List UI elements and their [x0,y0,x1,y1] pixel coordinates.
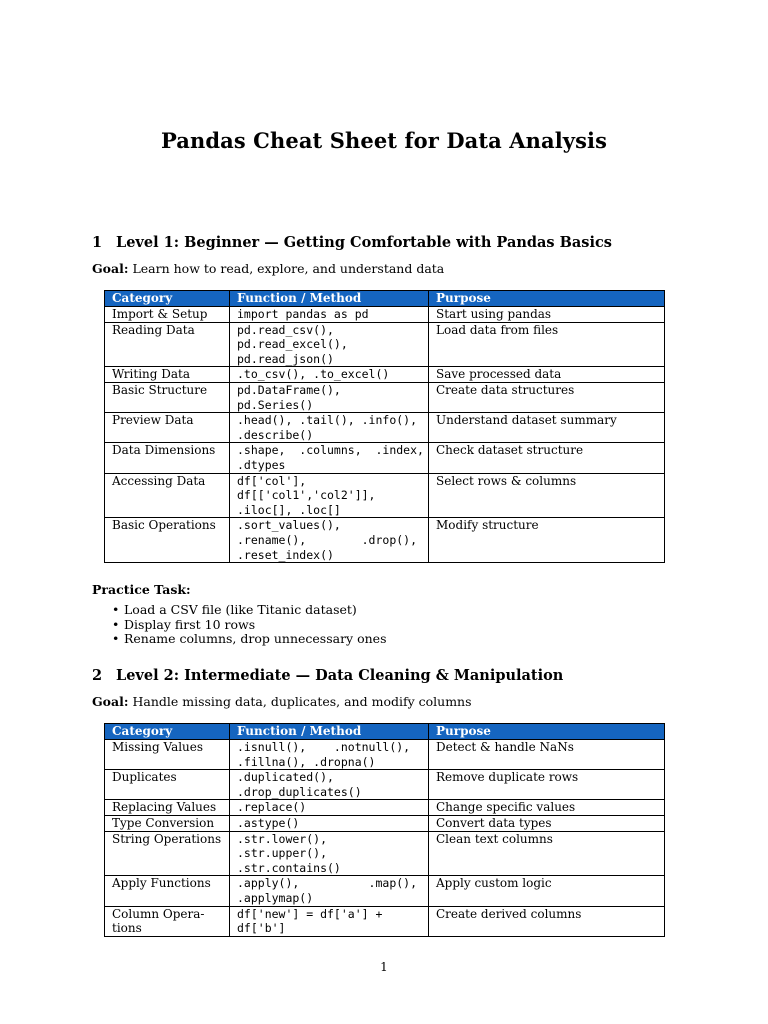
cell-function [230,831,429,876]
cell-purpose: Modify structure [429,518,665,563]
cell-function [230,322,429,367]
column-header-function: Function / Method [230,291,429,307]
function-line: .str.upper(), [237,846,328,861]
function-line: .sort_values(), [237,518,341,533]
cell-function [230,382,429,412]
level-2-table [104,723,665,937]
table-row [105,518,665,563]
table-row [105,831,665,876]
goal-text: Learn how to read, explore, and understand data [132,261,445,276]
section-title: Level 2: Intermediate — Data Cleaning & Manipulation [116,667,564,684]
function-line: pd.DataFrame(), [237,382,341,397]
table-header-row [105,724,665,740]
cell-category: String Operations [105,831,230,876]
cell-category: Duplicates [105,770,230,800]
function-line: pd.Series() [237,397,314,412]
function-line: df[['col1','col2']], [237,488,376,503]
function-line: df['new'] = df['a'] + [237,906,383,921]
function-line: .duplicated(), [237,770,334,785]
function-line: .drop_duplicates() [237,784,362,799]
cell-purpose: Understand dataset summary [429,413,665,443]
cell-function [230,815,429,831]
cell-category: Import & Setup [105,307,230,323]
function-line: pd.read_excel(), [237,337,348,352]
function-line: .fillna(), .dropna() [237,754,376,769]
column-header-category: Category [105,724,230,740]
cell-function [230,443,429,473]
function-line: pd.read_csv(), [237,322,334,337]
column-header-category: Category [105,291,230,307]
function-line: .to_csv(), .to_excel() [237,367,390,382]
column-header-function: Function / Method [230,724,429,740]
table-row [105,382,665,412]
cell-category: Preview Data [105,413,230,443]
cell-purpose: Create data structures [429,382,665,412]
cell-category: Replacing Values [105,800,230,816]
cell-function [230,800,429,816]
function-line: .head(), .tail(), .info(), [237,413,418,428]
cell-category: Basic Operations [105,518,230,563]
practice-task-label: Practice Task: [92,582,191,597]
cell-purpose: Convert data types [429,815,665,831]
section-number: 1 [92,234,103,251]
function-line: .isnull(), .notnull(), [237,740,411,754]
cell-function [230,473,429,518]
cell-purpose: Load data from files [429,322,665,367]
table-row [105,770,665,800]
cell-category: Data Dimensions [105,443,230,473]
table-row [105,367,665,383]
function-line: .reset_index() [237,547,334,562]
table-row [105,322,665,367]
cell-purpose: Clean text columns [429,831,665,876]
table-row [105,815,665,831]
function-line: .dtypes [237,457,286,472]
table-row [105,876,665,906]
section-number: 2 [92,667,103,684]
table-body [105,740,665,937]
list-item: • Load a CSV file (like Titanic dataset) [112,603,386,618]
function-line: .astype() [237,815,300,830]
practice-task-list [112,603,386,647]
document-title: Pandas Cheat Sheet for Data Analysis [160,128,608,153]
cell-function [230,367,429,383]
goal-label: Goal: [92,261,129,276]
cell-function [230,770,429,800]
goal-text: Handle missing data, duplicates, and modify columns [132,694,472,709]
cell-purpose: Save processed data [429,367,665,383]
cell-category: Missing Values [105,740,230,770]
function-line: pd.read_json() [237,351,334,366]
goal-level-1 [92,261,444,276]
page-number: 1 [380,960,388,974]
cell-purpose: Remove duplicate rows [429,770,665,800]
cell-purpose: Detect & handle NaNs [429,740,665,770]
function-line: .applymap() [237,890,314,905]
function-line: .describe() [237,427,314,442]
table-header-row [105,291,665,307]
function-line: df['b'] [237,921,286,936]
cell-category: Writing Data [105,367,230,383]
cell-purpose: Select rows & columns [429,473,665,518]
cell-function [230,740,429,770]
function-line: .iloc[], .loc[] [237,502,341,517]
table-row [105,443,665,473]
column-header-purpose: Purpose [429,724,665,740]
table-row [105,473,665,518]
function-line: .rename(), .drop(), [237,532,418,547]
section-title: Level 1: Beginner — Getting Comfortable with Pandas Basics [116,234,612,251]
function-line: .apply(), .map(), [237,876,418,891]
cell-purpose: Start using pandas [429,307,665,323]
function-line: .str.lower(), [237,831,328,846]
table-row [105,740,665,770]
cell-category: Type Conversion [105,815,230,831]
section-heading-level-2 [92,667,563,684]
cell-function [230,413,429,443]
table-row [105,906,665,936]
table-row [105,413,665,443]
table-body [105,307,665,563]
cell-purpose: Create derived columns [429,906,665,936]
goal-label: Goal: [92,694,129,709]
list-item: • Rename columns, drop unnecessary ones [112,632,386,647]
cell-category: Apply Functions [105,876,230,906]
cell-purpose: Check dataset structure [429,443,665,473]
section-heading-level-1 [92,234,612,251]
cell-purpose: Change specific values [429,800,665,816]
cell-function [230,307,429,323]
cell-category: Reading Data [105,322,230,367]
function-line: .str.contains() [237,860,341,875]
function-line: import pandas as pd [237,307,369,321]
function-line: .replace() [237,800,307,815]
cell-category: Column Opera- tions [105,906,230,936]
cell-function [230,518,429,563]
cell-function [230,906,429,936]
cell-purpose: Apply custom logic [429,876,665,906]
function-line: df['col'], [237,473,307,488]
column-header-purpose: Purpose [429,291,665,307]
cell-category: Basic Structure [105,382,230,412]
function-line: .shape, .columns, .index, [237,443,424,458]
table-row [105,800,665,816]
goal-level-2 [92,694,472,709]
cell-function [230,876,429,906]
table-row [105,307,665,323]
level-1-table [104,290,665,563]
list-item: • Display first 10 rows [112,618,386,633]
cell-category: Accessing Data [105,473,230,518]
